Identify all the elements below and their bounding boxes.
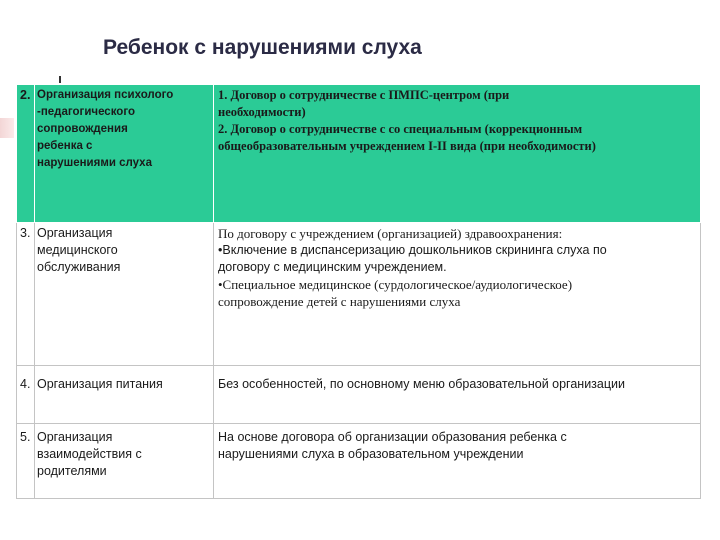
description-line: договору с медицинским учреждением. [218,260,447,274]
row-number: 4. [17,366,35,424]
description-line: необходимости) [218,105,306,119]
decorative-side-bar [0,118,14,138]
description-line: 2. Договор о сотрудничестве с со специальным (коррекционным [218,122,583,136]
row-description [214,85,701,223]
row-topic [35,85,214,223]
requirements-table [16,84,701,499]
description-line: •Специальное медицинское (сурдологическое/аудиологическое) [218,277,573,292]
bullet-mark [59,76,61,83]
table-row [17,223,701,366]
topic-line: Организация [37,226,113,240]
row-topic [35,366,214,424]
topic-line: Организация психолого [37,89,174,101]
topic-line: Организация питания [37,377,163,391]
description-line: общеобразовательным учреждением I-II вида (при необходимости) [218,139,596,153]
row-number: 5. [17,424,35,499]
topic-line: нарушениями слуха [37,157,152,169]
row-number: 3. [17,223,35,366]
table-row [17,85,701,223]
table-row [17,366,701,424]
row-topic [35,223,214,366]
description-line: •Включение в диспансеризацию дошкольников скрининга слуха по [218,243,607,257]
table-row [17,424,701,499]
slide-title: Ребенок с нарушениями слуха [103,36,422,59]
row-description [214,366,701,424]
topic-line: взаимодействия с [37,447,142,461]
topic-line: -педагогического [37,106,135,118]
description-line: Без особенностей, по основному меню образовательной организации [218,377,625,391]
description-line: На основе договора об организации образования ребенка с [218,430,567,444]
row-number: 2. [17,85,35,223]
description-line: 1. Договор о сотрудничестве с ПМПС-центром (при [218,88,510,102]
row-description [214,424,701,499]
topic-line: медицинского [37,243,118,257]
description-line: По договору с учреждением (организацией) здравоохранения: [218,226,563,241]
topic-line: обслуживания [37,260,121,274]
description-line: нарушениями слуха в образовательном учреждении [218,447,524,461]
topic-line: сопровождения [37,123,128,135]
topic-line: родителями [37,464,107,478]
topic-line: Организация [37,430,113,444]
row-description [214,223,701,366]
row-topic [35,424,214,499]
description-line: сопровождение детей с нарушениями слуха [218,294,461,309]
topic-line: ребенка с [37,140,93,152]
